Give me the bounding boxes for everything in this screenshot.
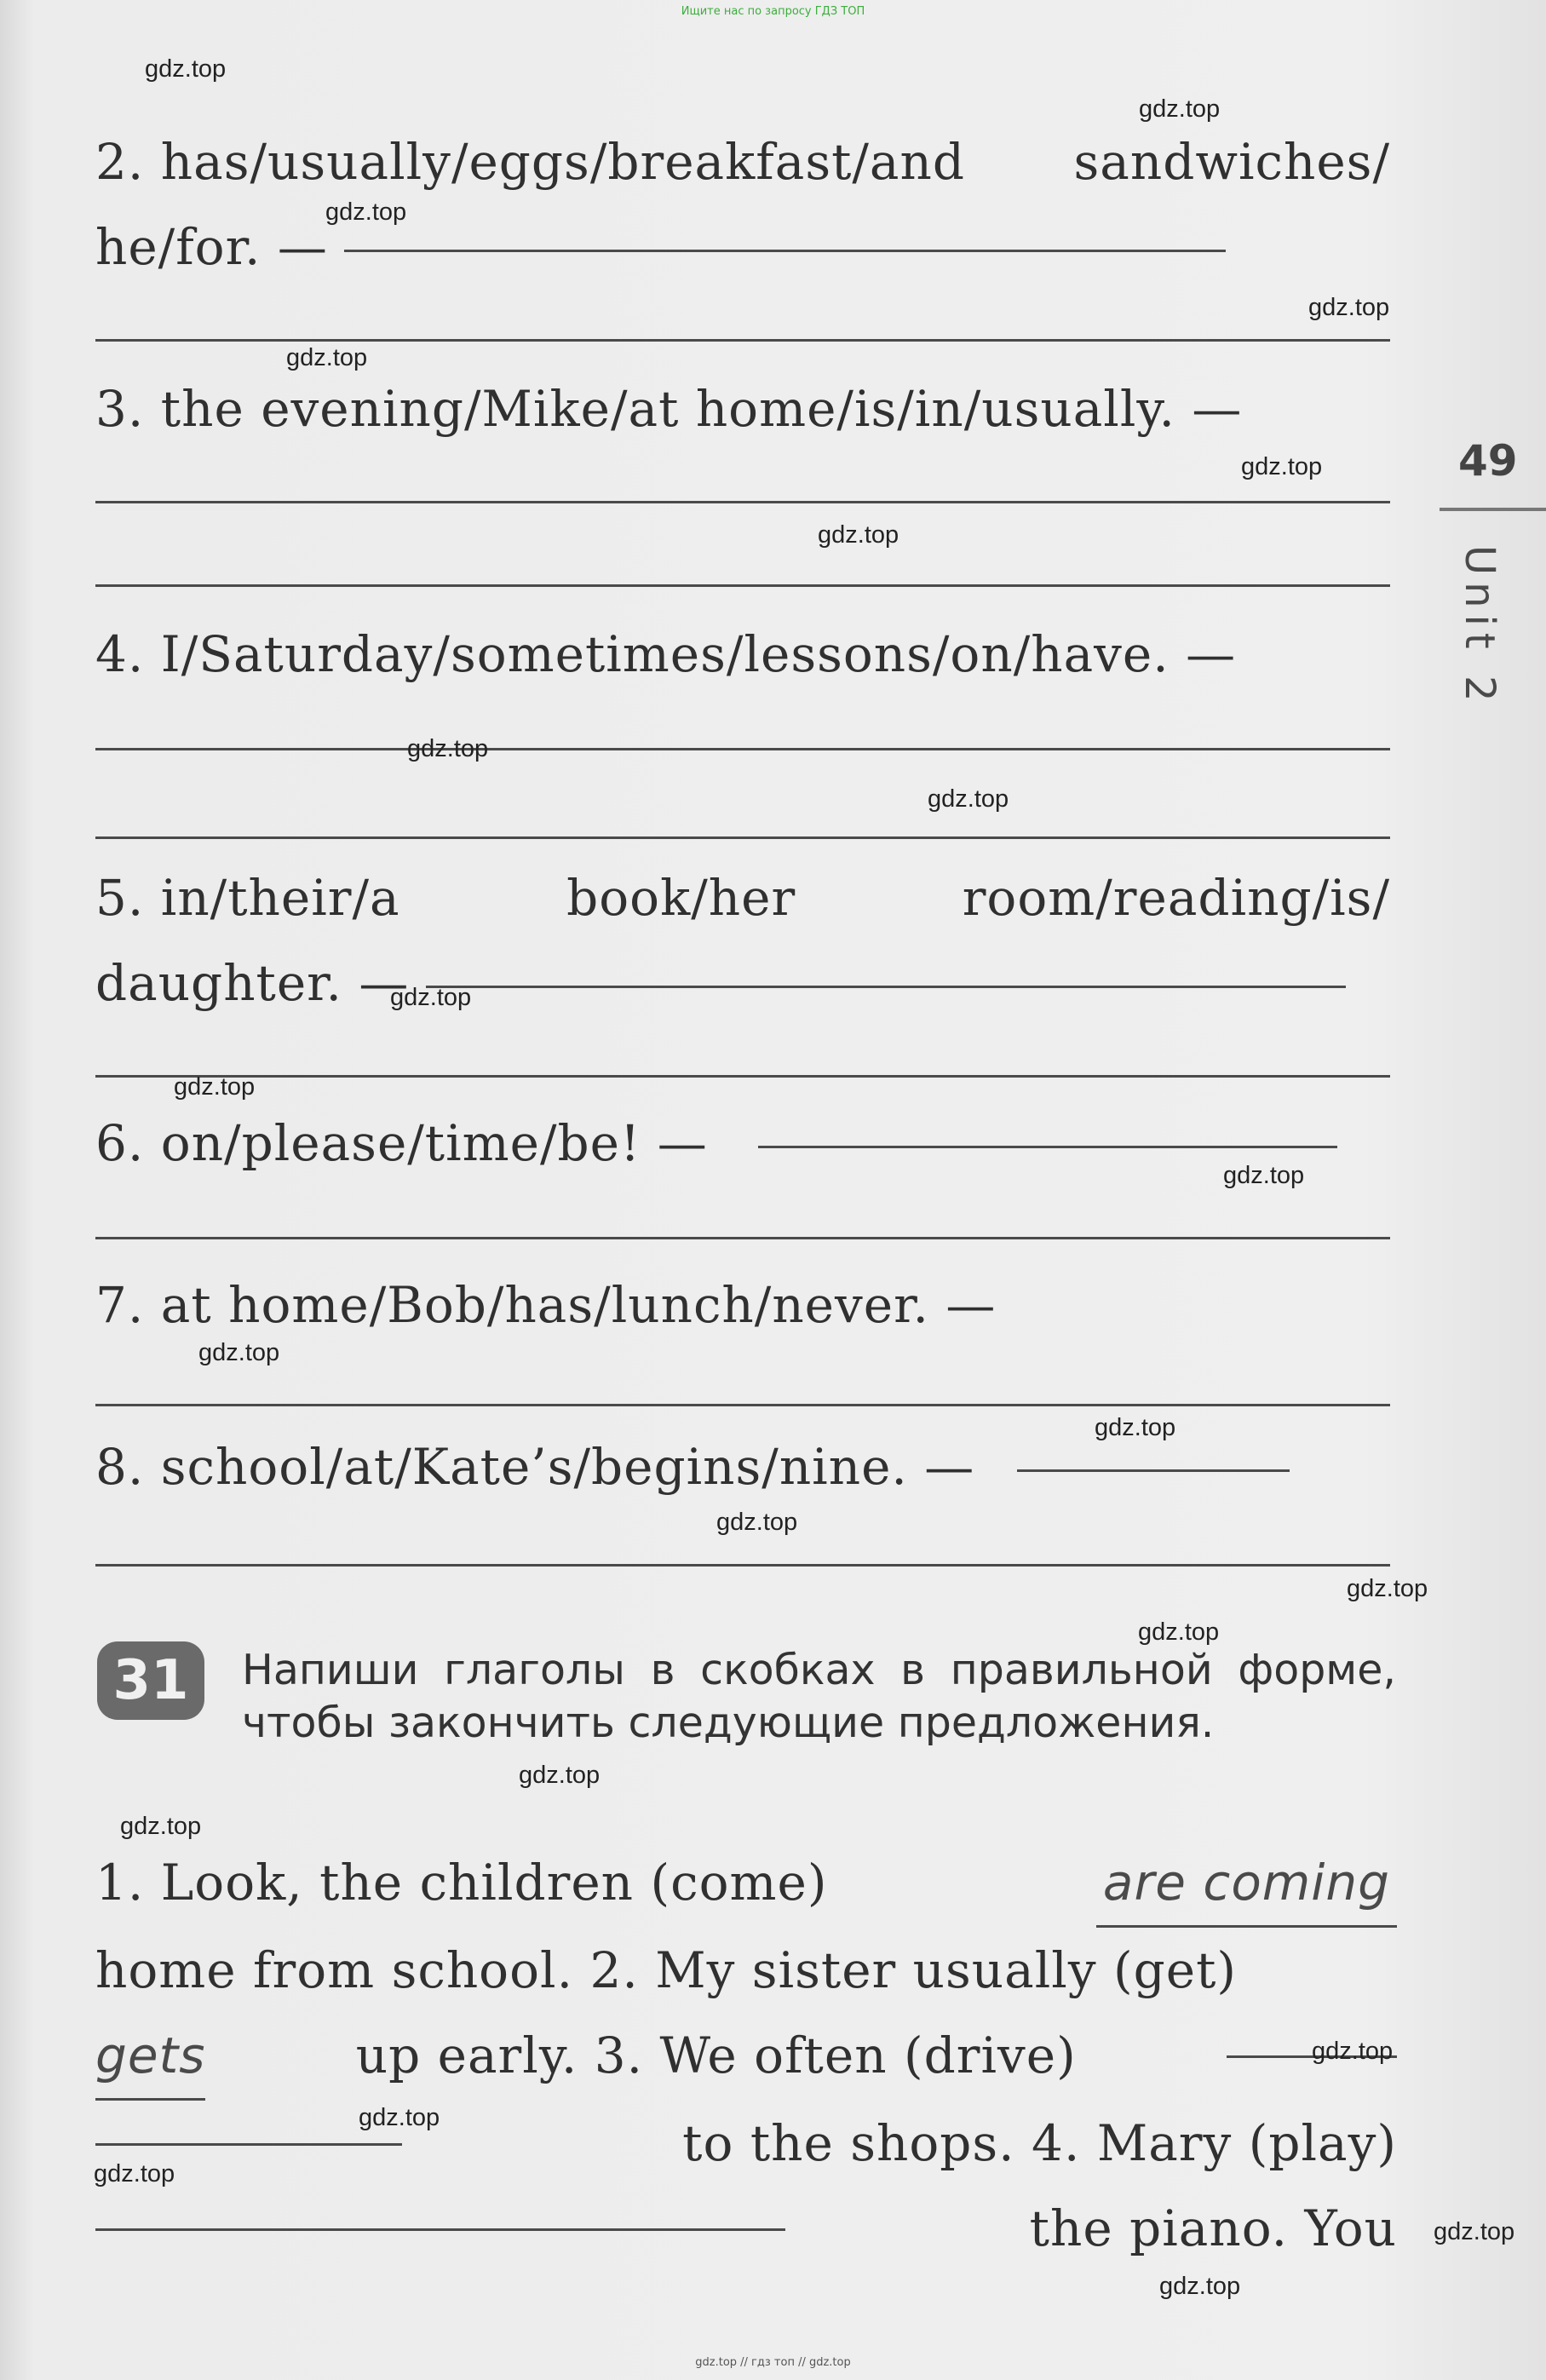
watermark: gdz.top xyxy=(1241,453,1323,480)
watermark: gdz.top xyxy=(1434,2218,1515,2245)
answer-line[interactable] xyxy=(426,986,1346,988)
answer-line[interactable] xyxy=(95,1564,1390,1567)
item-7-text: at home/Bob/has/lunch/never. — xyxy=(160,1276,997,1334)
exercise-item-7: 7. at home/Bob/has/lunch/never. — xyxy=(95,1276,997,1334)
sentence-3: up early. 3. We often (drive) xyxy=(355,2026,1077,2084)
watermark: gdz.top xyxy=(407,735,489,762)
answer-line[interactable] xyxy=(95,1237,1390,1239)
exercise-item-8: 8. school/at/Kate’s/begins/nine. — xyxy=(95,1424,1390,1509)
item-8-text: school/at/Kate’s/begins/nine. — xyxy=(160,1438,975,1496)
task-instruction: Напиши глаголы в скобках в правильной форме, чтобы закончить следующие предложения. xyxy=(242,1646,1396,1747)
fill-in-text xyxy=(95,1840,1397,2271)
exercise-item-4: 4. I/Saturday/sometimes/lessons/on/have. — xyxy=(95,625,1237,683)
item-2-part-2: sandwiches/ xyxy=(1073,133,1390,191)
watermark: gdz.top xyxy=(174,1073,256,1101)
watermark: gdz.top xyxy=(1223,1162,1305,1189)
side-divider xyxy=(1440,508,1546,511)
exercise-item-6: 6. on/please/time/be! — xyxy=(95,1101,1390,1186)
answer-line[interactable] xyxy=(1017,1469,1290,1472)
watermark: gdz.top xyxy=(1312,2038,1394,2065)
watermark: gdz.top xyxy=(716,1509,798,1536)
watermark: gdz.top xyxy=(1347,1575,1428,1602)
watermark: gdz.top xyxy=(390,984,472,1011)
item-6-text: on/please/time/be! — xyxy=(160,1114,708,1172)
answer-line[interactable] xyxy=(95,1404,1390,1406)
sentence-4: to the shops. 4. Mary (play) xyxy=(682,2114,1397,2172)
sentence-5: the piano. You xyxy=(1029,2199,1397,2257)
watermark: gdz.top xyxy=(120,1813,202,1840)
watermark: gdz.top xyxy=(818,521,899,549)
watermark: gdz.top xyxy=(145,55,227,83)
item-2-line-2: he/for. — xyxy=(95,218,328,276)
answer-line[interactable] xyxy=(95,2228,785,2231)
watermark: gdz.top xyxy=(198,1339,280,1366)
watermark: gdz.top xyxy=(1139,95,1221,123)
task-number-badge: 31 xyxy=(97,1641,204,1720)
watermark: gdz.top xyxy=(928,785,1009,813)
top-banner: Ищите нас по запросу ГДЗ ТОП xyxy=(681,5,865,18)
watermark: gdz.top xyxy=(1159,2273,1241,2300)
exercise-item-3: 3. the evening/Mike/at home/is/in/usually. — xyxy=(95,380,1243,438)
answer-line[interactable] xyxy=(758,1146,1337,1148)
unit-label: Unit 2 xyxy=(1456,545,1503,709)
watermark: gdz.top xyxy=(519,1762,601,1789)
answer-are-coming[interactable]: are coming xyxy=(1096,1840,1397,1928)
answer-line[interactable] xyxy=(95,339,1390,342)
sentence-1: 1. Look, the children (come) xyxy=(95,1854,828,1911)
item-3-text: the evening/Mike/at home/is/in/usually. — xyxy=(160,380,1243,438)
watermark: gdz.top xyxy=(1138,1618,1220,1646)
answer-line[interactable] xyxy=(95,2143,402,2146)
watermark: gdz.top xyxy=(1308,294,1390,321)
watermark: gdz.top xyxy=(359,2104,440,2131)
item-4-text: I/Saturday/sometimes/lessons/on/have. — xyxy=(160,625,1237,683)
answer-gets[interactable]: gets xyxy=(95,2013,205,2101)
watermark: gdz.top xyxy=(286,344,368,371)
answer-line[interactable] xyxy=(95,836,1390,839)
watermark: gdz.top xyxy=(1095,1414,1176,1441)
item-5-line-2: daughter. — xyxy=(95,954,410,1012)
watermark: gdz.top xyxy=(325,198,407,226)
exercise-item-5: 5. in/their/a book/her room/reading/is/ daughter. — xyxy=(95,869,1390,1012)
answer-line[interactable] xyxy=(95,501,1390,503)
sentence-2: home from school. 2. My sister usually (get) xyxy=(95,1941,1238,1999)
answer-line[interactable] xyxy=(95,748,1390,750)
answer-line[interactable] xyxy=(95,584,1390,587)
exercise-item-2 xyxy=(95,119,1390,290)
item-2-part-1: 2. has/usually/eggs/breakfast/and xyxy=(95,133,965,191)
answer-line[interactable] xyxy=(344,250,1226,252)
watermark: gdz.top xyxy=(94,2160,175,2187)
answer-line[interactable] xyxy=(95,1075,1390,1078)
bottom-footer: gdz.top // гдз топ // gdz.top xyxy=(695,2356,851,2369)
page-number: 49 xyxy=(1458,436,1518,486)
